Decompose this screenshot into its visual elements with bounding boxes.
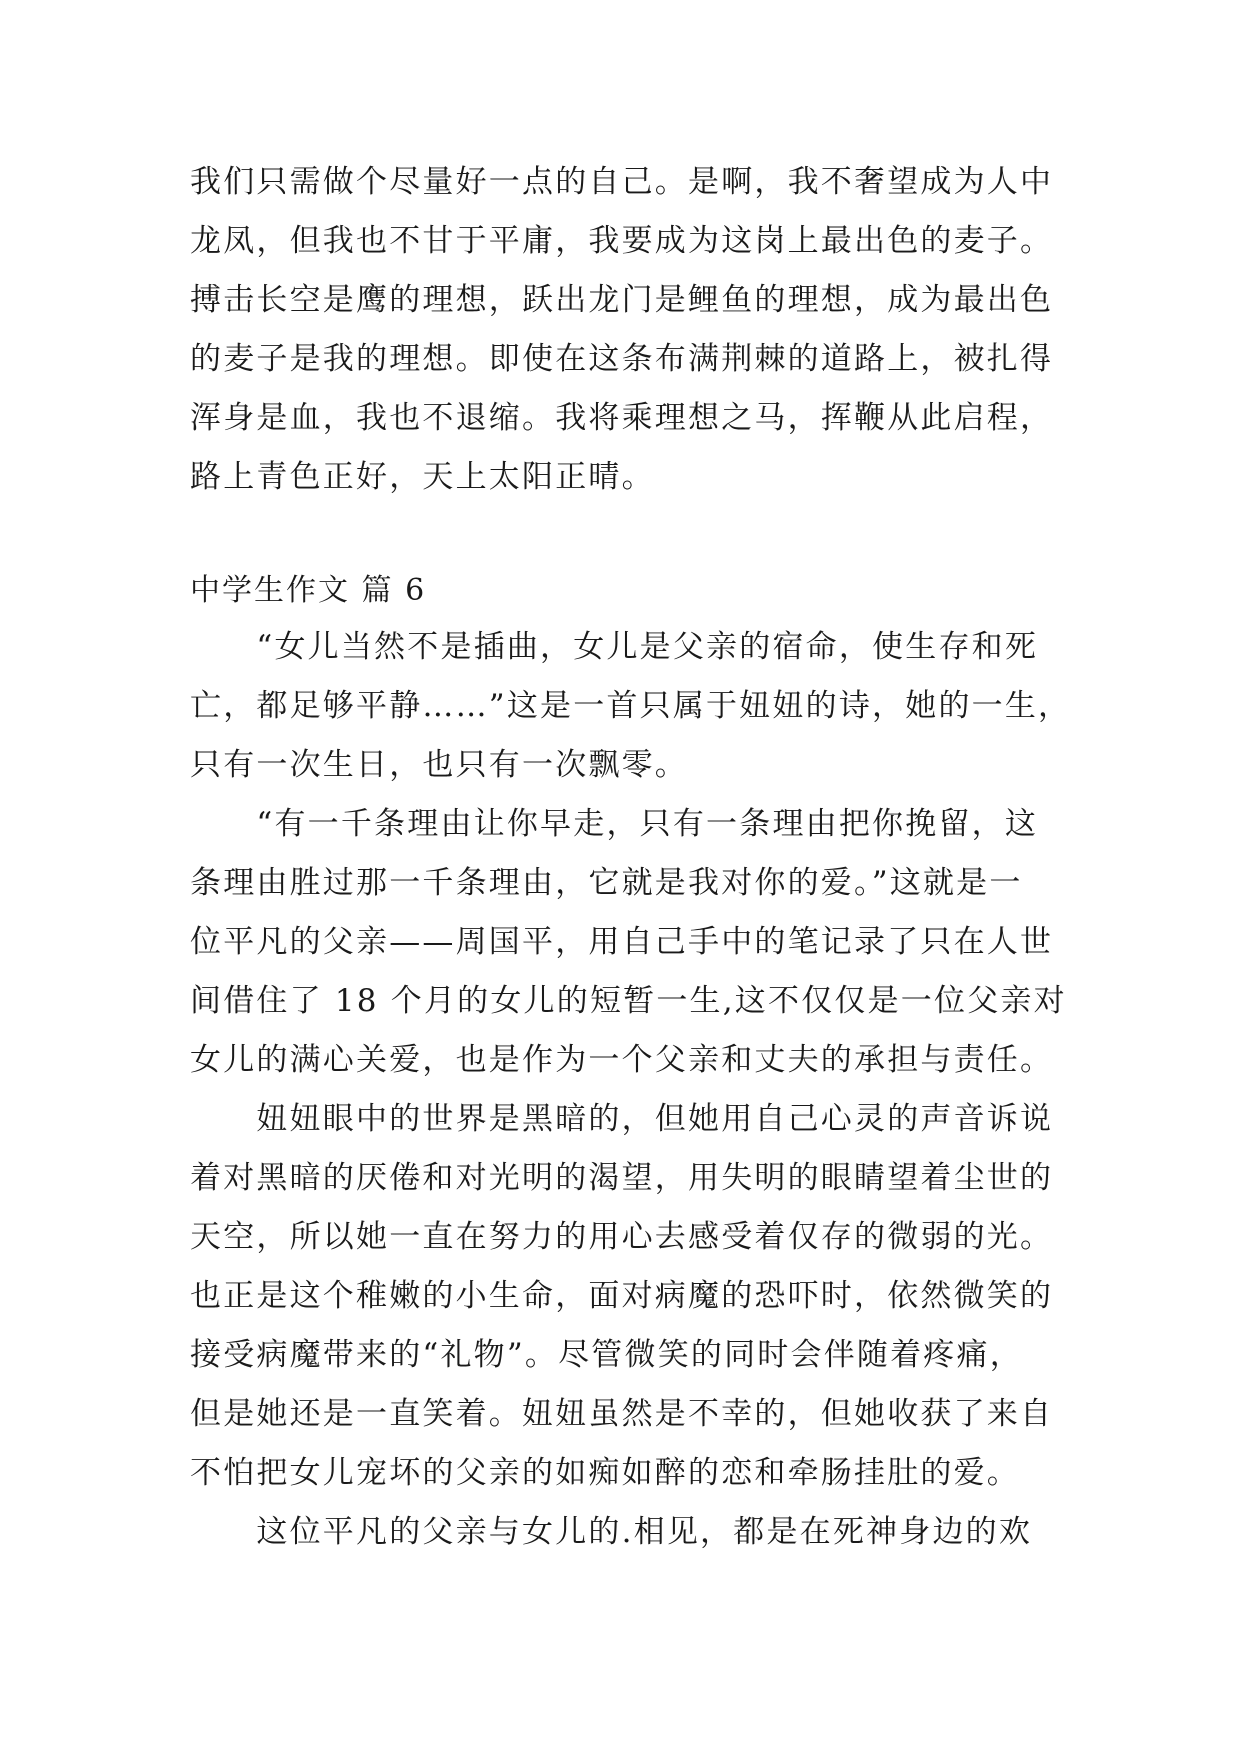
text-line: 龙凤，但我也不甘于平庸，我要成为这岗上最出色的麦子。 [190,223,1054,259]
section-heading: 中学生作文 篇 6 [190,573,427,608]
text-line: “女儿当然不是插曲，女儿是父亲的宿命，使生存和死 [190,629,1039,665]
text-line: 也正是这个稚嫩的小生命，面对病魔的恐吓时，依然微笑的 [190,1278,1054,1314]
text-line: 接受病魔带来的“礼物”。尽管微笑的同时会伴随着疼痛， [190,1337,1023,1373]
text-line: 条理由胜过那一千条理由，它就是我对你的爱。”这就是一 [190,865,1023,901]
text-line: 路上青色正好，天上太阳正晴。 [190,459,655,495]
text-line: 这位平凡的父亲与女儿的.相见，都是在死神身边的欢 [190,1514,1033,1550]
text-line: 位平凡的父亲——周国平，用自己手中的笔记录了只在人世 [190,924,1054,960]
text-line: “有一千条理由让你早走，只有一条理由把你挽留，这 [190,806,1039,842]
text-line: 着对黑暗的厌倦和对光明的渴望，用失明的眼睛望着尘世的 [190,1160,1054,1196]
text-line: 亡，都足够平静……”这是一首只属于妞妞的诗，她的一生， [190,688,1072,724]
text-line: 妞妞眼中的世界是黑暗的，但她用自己心灵的声音诉说 [190,1101,1054,1137]
text-line: 不怕把女儿宠坏的父亲的如痴如醉的恋和牵肠挂肚的爱。 [190,1455,1020,1491]
text-line: 但是她还是一直笑着。妞妞虽然是不幸的，但她收获了来自 [190,1396,1054,1432]
text-line: 浑身是血，我也不退缩。我将乘理想之马，挥鞭从此启程， [190,400,1054,436]
text-line: 天空，所以她一直在努力的用心去感受着仅存的微弱的光。 [190,1219,1054,1255]
text-line: 搏击长空是鹰的理想，跃出龙门是鲤鱼的理想，成为最出色 [190,282,1054,318]
text-line: 间借住了 18 个月的女儿的短暂一生,这不仅仅是一位父亲对 [190,983,1067,1019]
text-line: 我们只需做个尽量好一点的自己。是啊，我不奢望成为人中 [190,164,1054,200]
text-line: 只有一次生日，也只有一次飘零。 [190,747,688,783]
text-line: 女儿的满心关爱，也是作为一个父亲和丈夫的承担与责任。 [190,1042,1054,1078]
text-line: 的麦子是我的理想。即使在这条布满荆棘的道路上，被扎得 [190,341,1054,377]
